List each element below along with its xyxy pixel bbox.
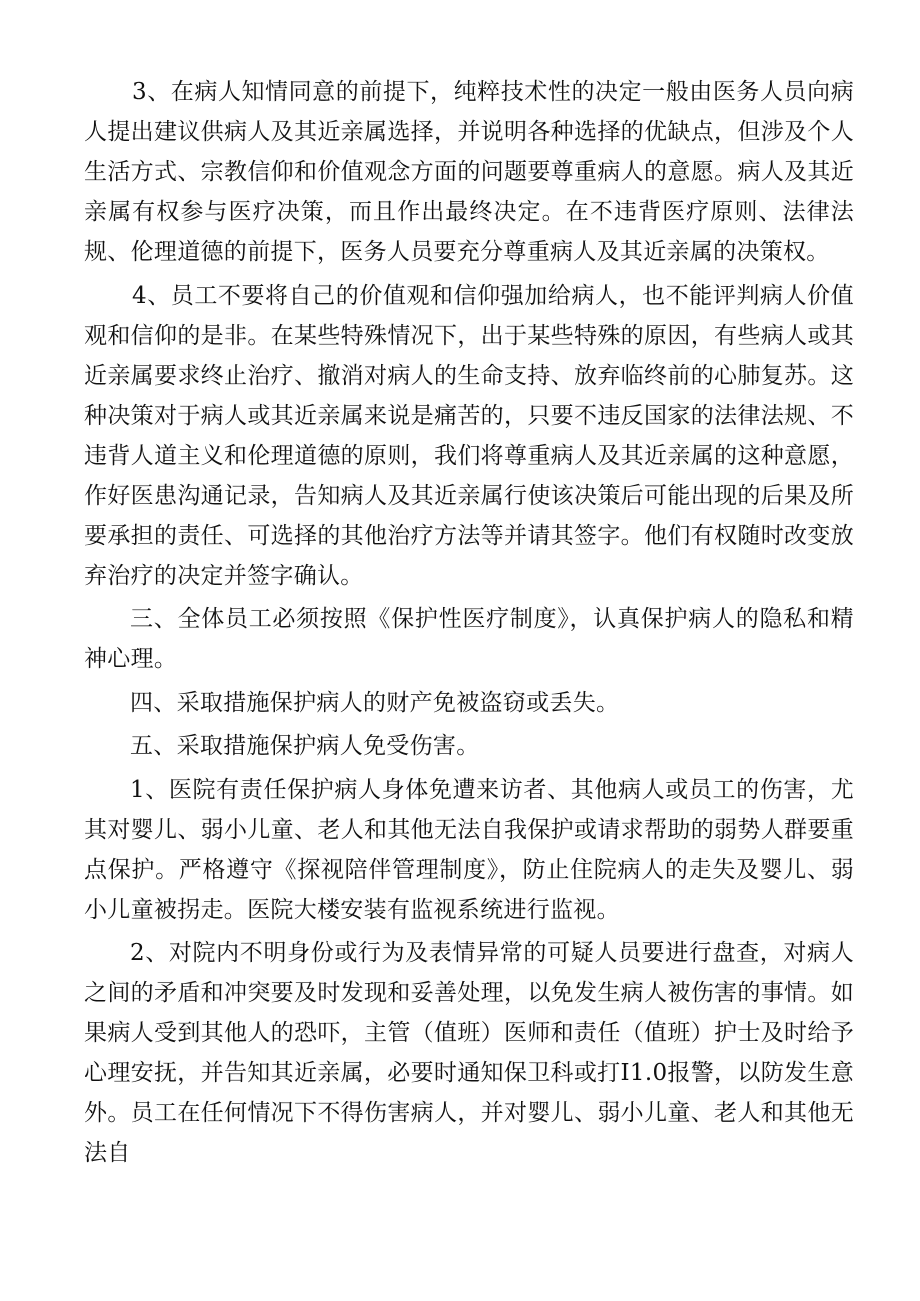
document-page	[84, 72, 854, 1177]
section-3-privacy: 三、全体员工必须按照《保护性医疗制度》，认真保护病人的隐私和精神心理。	[84, 606, 854, 672]
paragraph-1-physical-protection: 1、医院有责任保护病人身体免遭来访者、其他病人或员工的伤害，尤其对婴儿、弱小儿童、老人和其他无法自我保护或请求帮助的弱势人群要重点保护。严格遵守《探视陪伴管理制度》，防止住院病人的走失及婴儿、弱小儿童被拐走。医院大楼安装有监视系统进行监视。	[84, 776, 854, 923]
paragraph-4-values-respect: 4、员工不要将自己的价值观和信仰强加给病人，也不能评判病人价值观和信仰的是非。在某些特殊情况下，出于某些特殊的原因，有些病人或其近亲属要求终止治疗、撤消对病人的生命支持、放弃临终前的心肺复苏。这种决策对于病人或其近亲属来说是痛苦的，只要不违反国家的法律法规、不违背人道主义和伦理道德的原则，我们将尊重病人及其近亲属的这种意愿，作好医患沟通记录，告知病人及其近亲属行使该决策后可能出现的后果及所要承担的责任、可选择的其他治疗方法等并请其签字。他们有权随时改变放弃治疗的决定并签字确认。	[84, 282, 854, 589]
paragraph-2-suspicious-persons: 2、对院内不明身份或行为及表情异常的可疑人员要进行盘查，对病人之间的矛盾和冲突要及时发现和妥善处理，以免发生病人被伤害的事情。如果病人受到其他人的恐吓，主管（值班）医师和责任（值班）护士及时给予心理安抚，并告知其近亲属，必要时通知保卫科或打I1.0报警，以防发生意外。员工在任何情况下不得伤害病人，并对婴儿、弱小儿童、老人和其他无法自	[84, 940, 854, 1166]
paragraph-3-decision-advice: 3、在病人知情同意的前提下，纯粹技术性的决定一般由医务人员向病人提出建议供病人及其近亲属选择，并说明各种选择的优缺点，但涉及个人生活方式、宗教信仰和价值观念方面的问题要尊重病人的意愿。病人及其近亲属有权参与医疗决策，而且作出最终决定。在不违背医疗原则、法律法规、伦理道德的前提下，医务人员要充分尊重病人及其近亲属的决策权。	[84, 79, 854, 265]
section-5-injury: 五、采取措施保护病人免受伤害。	[130, 733, 480, 759]
section-4-property: 四、采取措施保护病人的财产免被盗窃或丢失。	[130, 689, 620, 716]
